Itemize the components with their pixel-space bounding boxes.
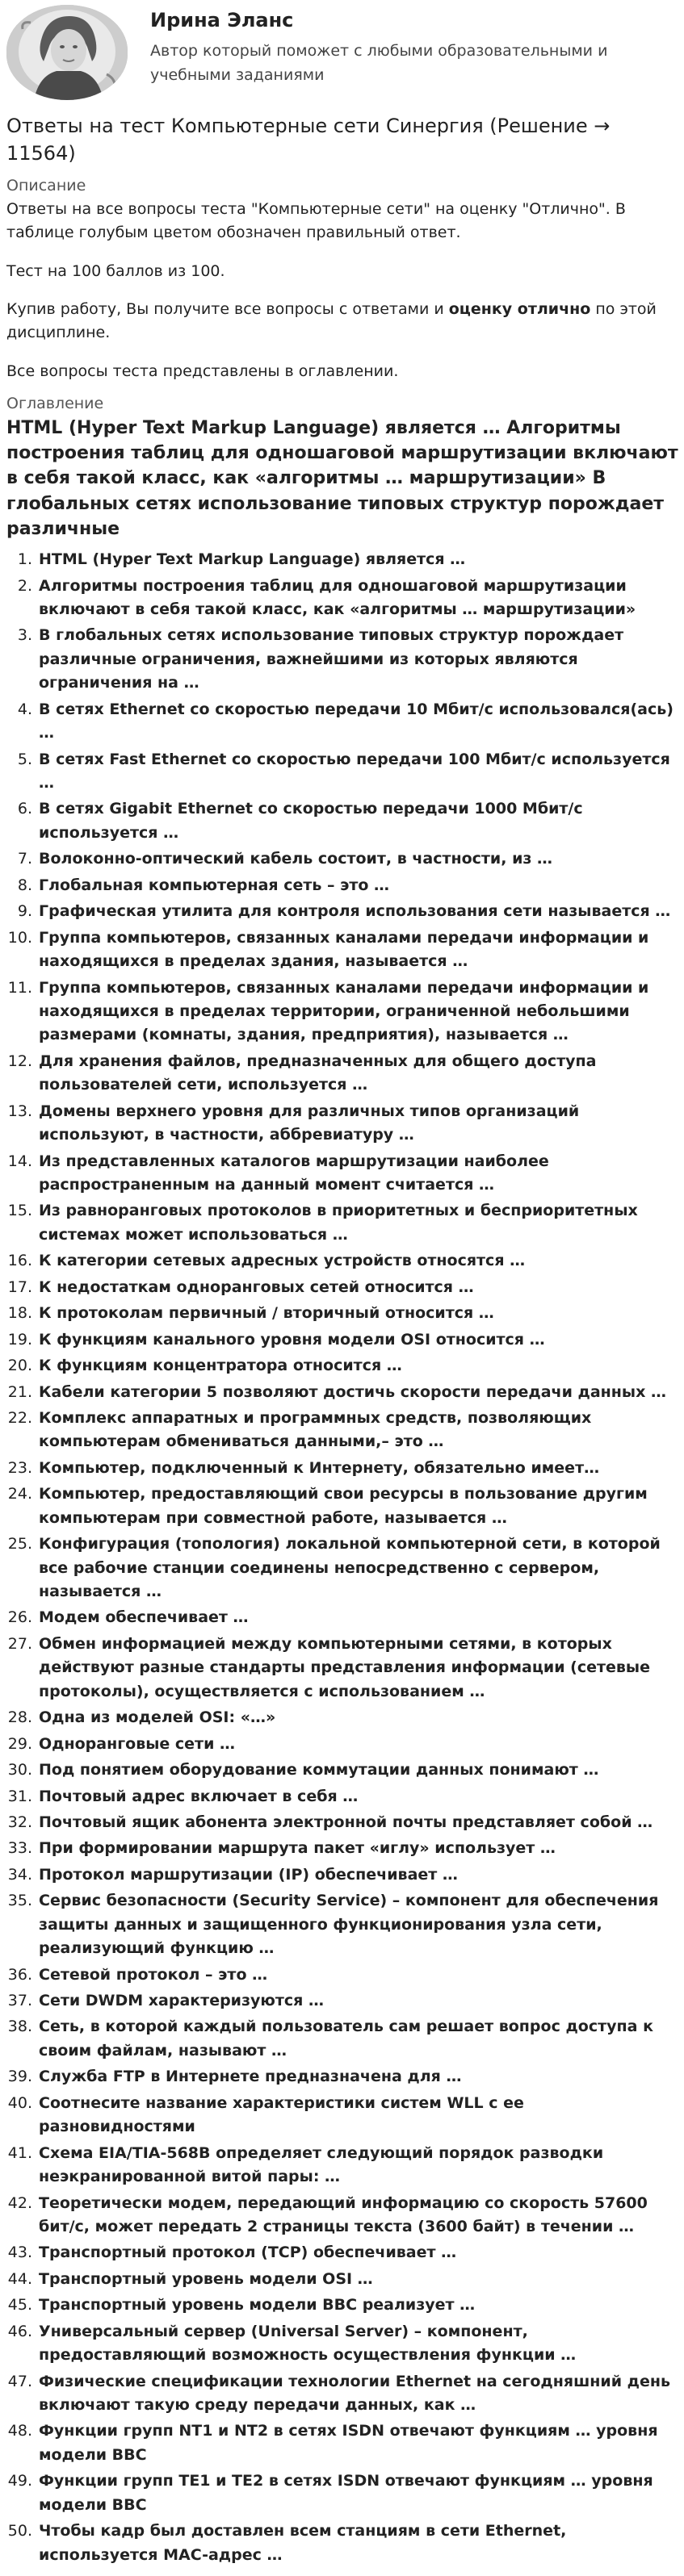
description [6,198,679,384]
toc-item-number: 8. [17,876,32,894]
toc-item-text: Сеть, в которой каждый пользователь сам решает вопрос доступа к своим файлам, называют … [39,2018,653,2060]
purchase-paragraph [6,298,679,345]
toc-item[interactable] [6,1811,679,1834]
toc-item-text: Конфигурация (топология) локальной компьютерной сети, в которой все рабочие станции соединены непосредственно с сервером, называется … [39,1535,661,1601]
toc-item-text: Модем обеспечивает … [39,1608,249,1627]
toc-item-number: 5. [17,750,32,768]
toc-item-number: 21. [7,1382,32,1401]
toc-item-number: 34. [7,1865,32,1884]
toc-item[interactable] [6,2320,679,2368]
toc-item[interactable] [6,2241,679,2264]
toc-item-text: Кабели категории 5 позволяют достичь скорости передачи данных … [39,1382,666,1401]
toc-item-text: Обмен информацией между компьютерными сетями, в которых действуют разные стандарты представления информации (сетевые протоколы), осуществляется с использованием … [39,1634,650,1700]
toc-item-number: 12. [7,1052,32,1070]
toc-item-number: 9. [17,902,32,921]
toc-item-text: Транспортный уровень модели OSI … [39,2269,373,2288]
toc-item[interactable] [6,1328,679,1352]
toc-item-number: 24. [7,1485,32,1503]
toc-item-number: 10. [7,928,32,947]
toc-item[interactable] [6,1837,679,1860]
toc-item-text: Компьютер, подключенный к Интернету, обязательно имеет… [39,1458,600,1477]
toc-item[interactable] [6,2192,679,2239]
toc-item[interactable] [6,1706,679,1729]
toc-item[interactable] [6,1963,679,1987]
toc-list [6,548,679,2567]
toc-item-number: 33. [7,1839,32,1858]
toc-item[interactable] [6,1050,679,1098]
toc-item[interactable] [6,1758,679,1782]
toc-item-number: 6. [17,800,32,818]
toc-item-number: 14. [7,1152,32,1170]
toc-item-text: Функции групп NT1 и NT2 в сетях ISDN отвечают функциям … уровня модели ВВС [39,2422,658,2464]
toc-item-number: 39. [7,2068,32,2086]
toc-item-text: Для хранения файлов, предназначенных для общего доступа пользователей сети, используется … [39,1052,597,1094]
toc-item-text: Схема EIA/TIA-568B определяет следующий порядок разводки неэкранированной витой пары: … [39,2143,604,2186]
toc-label: Оглавление [6,395,104,413]
toc-item[interactable] [6,1302,679,1325]
toc-item-text: Теоретически модем, передающий информацию со скорость 57600 бит/с, может передать 2 страницы текста (3600 байт) в течении … [39,2193,648,2235]
toc-item-number: 48. [7,2422,32,2440]
toc-item-text: Одна из моделей OSI: «…» [39,1708,276,1727]
toc-item-text: Глобальная компьютерная сеть – это … [39,876,390,894]
toc-item[interactable] [6,1733,679,1756]
toc-item-text: Сети DWDM характеризуются … [39,1992,324,2010]
toc-item[interactable] [6,1989,679,2013]
toc-item[interactable] [6,2419,679,2467]
toc-item-number: 26. [7,1608,32,1627]
toc-item[interactable] [6,847,679,871]
toc-item-number: 41. [7,2143,32,2162]
description-label: Описание [6,177,86,195]
author-info [150,5,679,87]
toc-item-number: 7. [17,850,32,868]
toc-item-number: 16. [7,1252,32,1270]
toc-item[interactable] [6,548,679,571]
toc-item[interactable] [6,1533,679,1604]
toc-item-number: 15. [7,1202,32,1220]
toc-item-number: 1. [17,550,32,569]
toc-item[interactable] [6,1249,679,1273]
toc-item[interactable] [6,1785,679,1809]
purchase-text-bold: оценку отлично [448,300,591,319]
author-card [6,0,679,110]
toc-item-text: Волоконно-оптический кабель состоит, в частности, из … [39,850,553,868]
toc-item-text: HTML (Hyper Text Markup Language) является … [39,550,466,569]
toc-item[interactable] [6,976,679,1048]
toc-item[interactable] [6,1457,679,1480]
toc-item-number: 13. [7,1102,32,1120]
toc-item-text: Транспортный протокол (TCP) обеспечивает … [39,2244,457,2262]
toc-item[interactable] [6,1863,679,1887]
toc-item[interactable] [6,874,679,897]
toc-heading: HTML (Hyper Text Markup Language) является … Алгоритмы построения таблиц для одношаговой маршрутизации включают в себя такой класс, как «алгоритмы … маршрутизации» В глобальных сетях использование типовых структур порождает различные [6,417,678,539]
toc-item-text: Служба FTP в Интернете предназначена для … [39,2068,462,2086]
toc-item-text: Из равноранговых протоколов в приоритетных и бесприоритетных системах может использоваться … [39,1202,638,1244]
score-paragraph: Тест на 100 баллов из 100. [6,261,225,280]
toc-item-number: 30. [7,1761,32,1779]
toc-item-text: Соотнесите название характеристики систем WLL с ее разновидностями [39,2093,524,2136]
toc-item[interactable] [6,1482,679,1530]
toc-item[interactable] [6,1381,679,1404]
toc-item-text: Транспортный уровень модели ВВС реализует … [39,2296,476,2315]
toc-item-text: При формировании маршрута пакет «иглу» использует … [39,1839,556,1858]
toc-item[interactable] [6,2092,679,2139]
toc-item-number: 31. [7,1787,32,1805]
toc-item[interactable] [6,2520,679,2567]
toc-item-number: 20. [7,1357,32,1375]
toc-item[interactable] [6,1199,679,1247]
toc-item[interactable] [6,2294,679,2317]
toc-item-number: 45. [7,2296,32,2315]
toc-item[interactable] [6,797,679,845]
toc-item-text: Компьютер, предоставляющий свои ресурсы в пользование другим компьютерам при совместной работе, называется … [39,1485,648,1527]
toc-item-number: 22. [7,1408,32,1427]
toc-item-text: К категории сетевых адресных устройств относятся … [39,1252,526,1270]
description-paragraph: Ответы на все вопросы теста "Компьютерные сети" на оценку "Отлично". В таблице голубым цветом обозначен правильный ответ. [6,199,626,242]
page-title: Ответы на тест Компьютерные сети Синергия (Решение → 11564) [6,115,611,165]
toc-item-number: 40. [7,2093,32,2112]
toc-item-number: 11. [7,978,32,997]
toc-item[interactable] [6,1276,679,1299]
toc-item-number: 43. [7,2244,32,2262]
toc-item-text: Графическая утилита для контроля использования сети называется … [39,902,671,921]
toc-item-text: Почтовый адрес включает в себя … [39,1787,359,1805]
toc-item-number: 47. [7,2372,32,2390]
toc-item[interactable] [6,2370,679,2418]
toc-item-number: 35. [7,1892,32,1910]
toc-item-number: 36. [7,1965,32,1984]
toc-item-text: Сетевой протокол – это … [39,1965,268,1984]
toc-item[interactable] [6,1633,679,1704]
purchase-text-after: по этой дисциплине. [6,300,657,342]
toc-item[interactable] [6,698,679,746]
toc-item[interactable] [6,748,679,796]
toc-item-text: В глобальных сетях использование типовых структур порождает различные ограничения, важнейшими из которых являются ограничения на … [39,626,624,692]
toc-item-number: 19. [7,1330,32,1349]
toc-item-number: 2. [17,576,32,595]
toc-item-text: Группа компьютеров, связанных каналами передачи информации и находящихся в пределах территории, ограниченной небольшими размерами (комнаты, здания, предприятия), называется … [39,978,649,1044]
toc-item-text: В сетях Ethernet со скоростью передачи 10 Мбит/с использовался(ась) … [39,700,674,742]
author-name[interactable]: Ирина Эланс [150,9,294,31]
toc-item-text: В сетях Gigabit Ethernet со скоростью передачи 1000 Мбит/с используется … [39,800,583,842]
toc-item[interactable] [6,900,679,923]
toc-item-text: Из представленных каталогов маршрутизации наиболее распространенным на данный момент считается … [39,1152,549,1194]
toc-item-text: Физические спецификации технологии Ethernet на сегодняшний день включают такую среду передачи данных, как … [39,2372,670,2415]
toc-item[interactable] [6,1606,679,1629]
toc-item-number: 38. [7,2018,32,2036]
toc-item-number: 17. [7,1278,32,1296]
toc-item-text: Алгоритмы построения таблиц для одношаговой маршрутизации включают в себя такой класс, как «алгоритмы … маршрутизации» [39,576,636,618]
toc-item[interactable] [6,1407,679,1454]
toc-item[interactable] [6,926,679,974]
toc-item-text: Чтобы кадр был доставлен всем станциям в сети Ethernet, используется MAC-адрес … [39,2522,567,2564]
toc-item-text: Комплекс аппаратных и программных средств, позволяющих компьютерам обмениваться данными,– это … [39,1408,592,1451]
toc-item-text: Функции групп TE1 и TE2 в сетях ISDN отвечают функциям … уровня модели ВВС [39,2472,653,2514]
toc-item-text: В сетях Fast Ethernet со скоростью передачи 100 Мбит/с используется … [39,750,670,792]
toc-item-number: 18. [7,1304,32,1323]
toc-item-text: К функциям концентратора относится … [39,1357,402,1375]
toc-item-number: 3. [17,626,32,645]
toc-item[interactable] [6,575,679,622]
purchase-text-before: Купив работу, Вы получите все вопросы с ответами и [6,300,449,319]
toc-item[interactable] [6,1100,679,1148]
toc-item-number: 50. [7,2522,32,2540]
avatar-photo-icon [6,5,128,100]
toc-item[interactable] [6,2268,679,2291]
toc-item-number: 25. [7,1535,32,1554]
toc-item-number: 4. [17,700,32,718]
toc-item-number: 49. [7,2472,32,2490]
toc-item-number: 23. [7,1458,32,1477]
toc-item-number: 37. [7,1992,32,2010]
toc-item-number: 42. [7,2193,32,2212]
toc-item-text: Сервис безопасности (Security Service) – компонент для обеспечения защиты данных и защищенного функционирования узла сети, реализующий функцию … [39,1892,659,1958]
toc-item[interactable] [6,1889,679,1960]
toc-item-text: К функциям канального уровня модели OSI относится … [39,1330,545,1349]
toc-item-text: Универсальный сервер (Universal Server) – компонент, предоставляющий возможность осуществления функции … [39,2322,577,2365]
avatar[interactable] [6,5,128,100]
toc-item[interactable] [6,2065,679,2089]
toc-item[interactable] [6,2142,679,2189]
toc-item-text: Протокол маршрутизации (IP) обеспечивает … [39,1865,458,1884]
toc-item[interactable] [6,624,679,695]
toc-item[interactable] [6,1354,679,1378]
toc-item[interactable] [6,2469,679,2517]
toc-item-text: К недостаткам одноранговых сетей относится … [39,1278,474,1296]
toc-item-text: Домены верхнего уровня для различных типов организаций используют, в частности, аббревиатуру … [39,1102,580,1144]
toc-item-text: К протоколам первичный / вторичный относится … [39,1304,494,1323]
toc-item[interactable] [6,1150,679,1198]
author-description: Автор который поможет с любыми образовательными и учебными заданиями [150,42,608,84]
toc-item-number: 46. [7,2322,32,2340]
toc-item-text: Одноранговые сети … [39,1734,236,1753]
toc-item[interactable] [6,2015,679,2063]
toc-note: Все вопросы теста представлены в оглавлении. [6,362,399,380]
toc-item-text: Почтовый ящик абонента электронной почты представляет собой … [39,1813,653,1831]
toc-item-number: 27. [7,1634,32,1653]
toc-item-number: 44. [7,2269,32,2288]
toc-item-text: Под понятием оборудование коммутации данных понимают … [39,1761,599,1779]
toc-item-number: 29. [7,1734,32,1753]
toc-item-text: Группа компьютеров, связанных каналами передачи информации и находящихся в пределах здания, называется … [39,928,649,971]
toc-item-number: 32. [7,1813,32,1831]
toc-item-number: 28. [7,1708,32,1727]
